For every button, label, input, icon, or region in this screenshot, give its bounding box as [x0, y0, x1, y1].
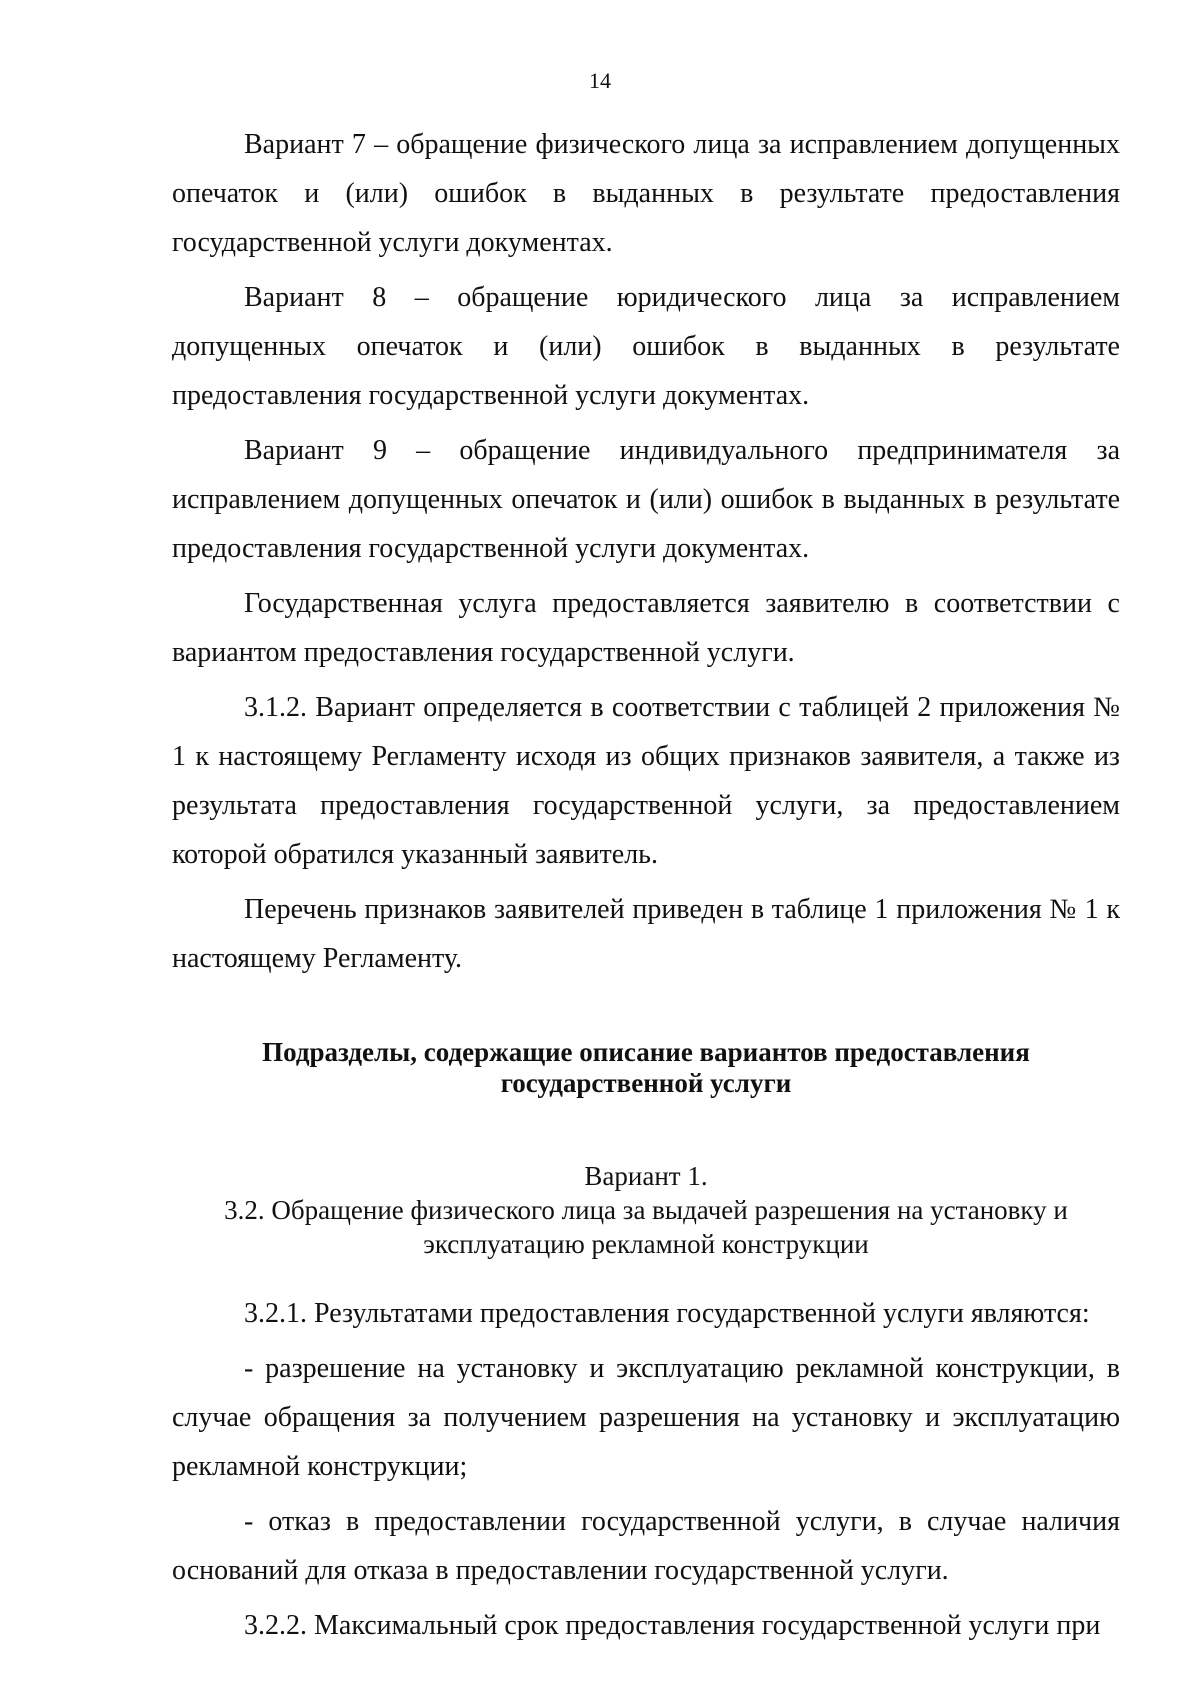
paragraph-applicant-list: Перечень признаков заявителей приведен в таблице 1 приложения № 1 к настоящему Регламенту. — [172, 894, 1120, 974]
variant-title — [172, 1159, 1120, 1261]
paragraph-3-1-2: 3.1.2. Вариант определяется в соответствии с таблицей 2 приложения № 1 к настоящему Регламенту исходя из общих признаков заявителя, а также из результата предоставления государственной услуги, за предоставлением которой обратился указанный заявитель. — [172, 692, 1120, 870]
section-heading — [172, 1037, 1120, 1099]
paragraph-variant-9: Вариант 9 – обращение индивидуального предпринимателя за исправлением допущенных опечаток и (или) ошибок в выданных в результате предоставления государственной услуги документах. — [172, 435, 1120, 564]
spacer — [172, 1261, 1120, 1289]
section-heading-line-1: Подразделы, содержащие описание вариантов предоставления — [262, 1037, 1030, 1067]
paragraph-variant-8: Вариант 8 – обращение юридического лица за исправлением допущенных опечаток и (или) ошибок в выданных в результате предоставления государственной услуги документах. — [172, 282, 1120, 411]
paragraph-3-2-1: 3.2.1. Результатами предоставления государственной услуги являются: — [244, 1298, 1090, 1329]
document-body — [172, 120, 1120, 1650]
paragraph-3-2-2: 3.2.2. Максимальный срок предоставления государственной услуги при — [244, 1610, 1101, 1641]
variant-title-line-3: эксплуатацию рекламной конструкции — [423, 1229, 869, 1259]
variant-title-line-1: Вариант 1. — [584, 1161, 708, 1191]
paragraph-result-refusal: - отказ в предоставлении государственной услуги, в случае наличия оснований для отказа в предоставлении государственной услуги. — [172, 1506, 1120, 1586]
page-number: 14 — [589, 68, 611, 93]
paragraph-result-permit: - разрешение на установку и эксплуатацию рекламной конструкции, в случае обращения за получением разрешения на установку и эксплуатацию рекламной конструкции; — [172, 1353, 1120, 1482]
paragraph-service-provided: Государственная услуга предоставляется заявителю в соответствии с вариантом предоставления государственной услуги. — [172, 588, 1120, 668]
paragraph-variant-7: Вариант 7 – обращение физического лица за исправлением допущенных опечаток и (или) ошибок в выданных в результате предоставления государственной услуги документах. — [172, 129, 1120, 258]
section-heading-line-2: государственной услуги — [500, 1068, 792, 1098]
variant-title-line-2: 3.2. Обращение физического лица за выдачей разрешения на установку и — [224, 1195, 1068, 1225]
